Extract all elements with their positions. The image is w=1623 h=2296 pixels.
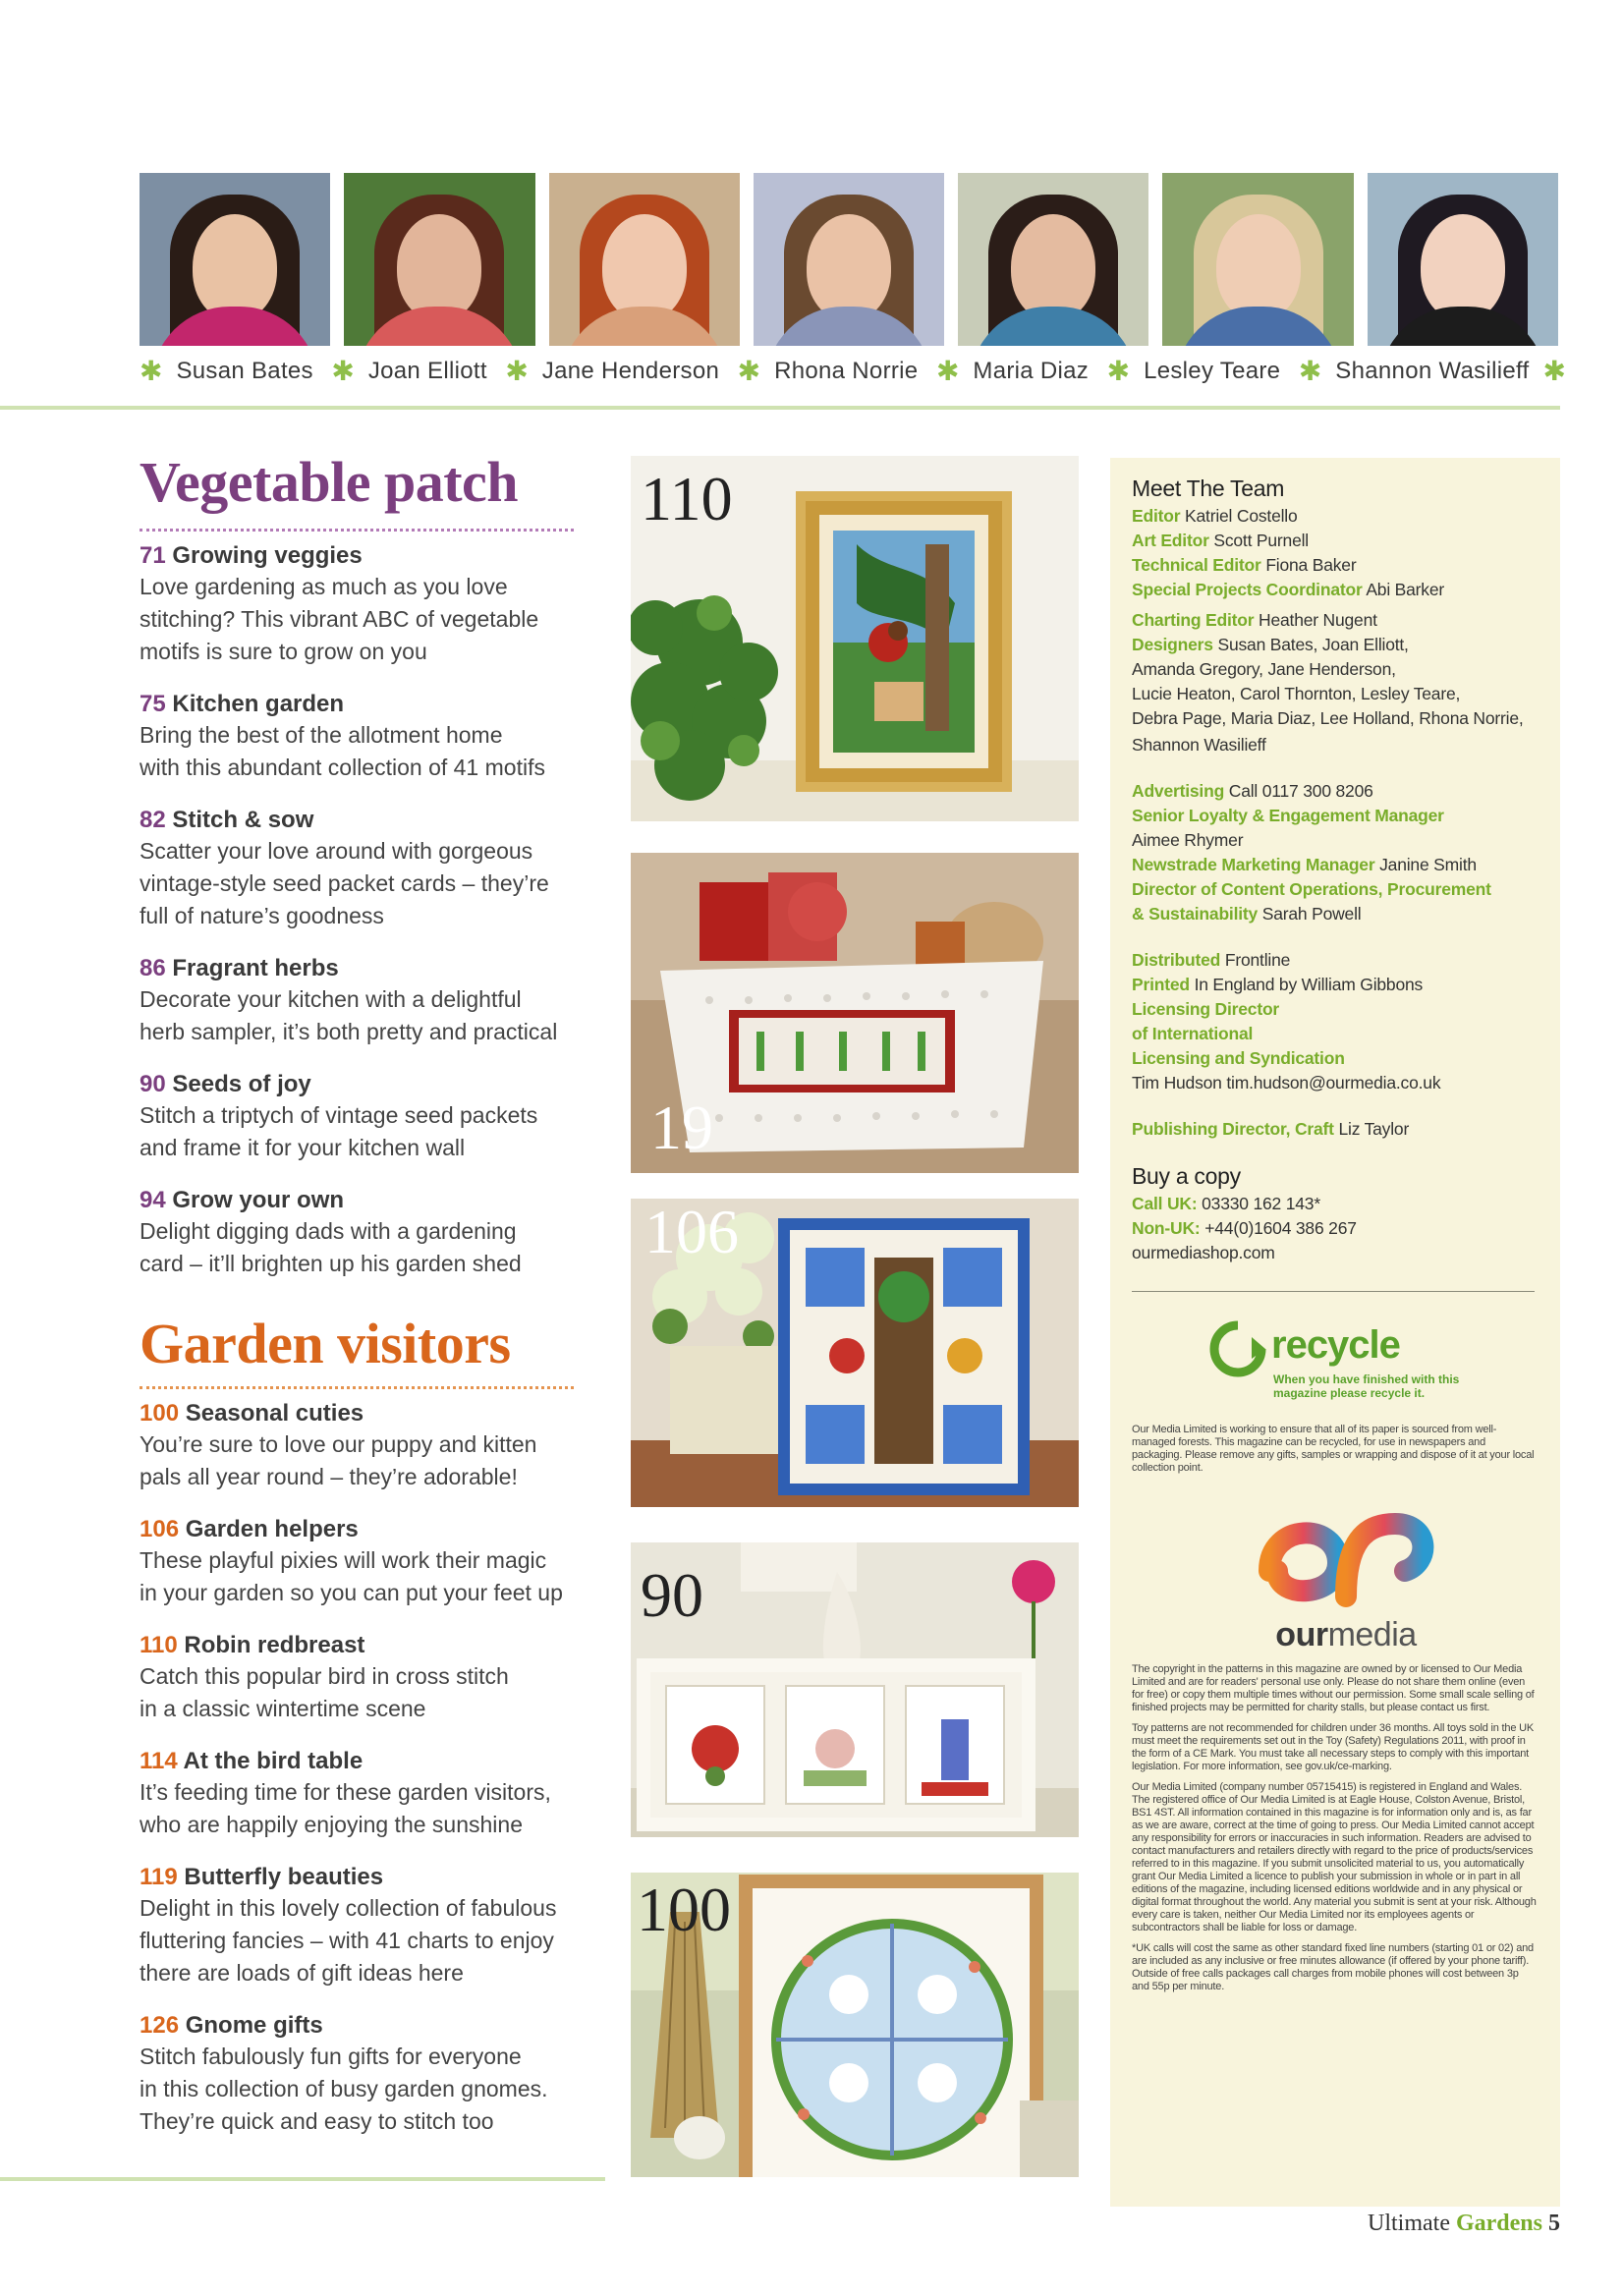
contents-entry[interactable]	[140, 690, 582, 784]
credit-line	[1132, 853, 1539, 877]
contents-entry[interactable]	[140, 1631, 582, 1725]
credit-label: Call UK:	[1132, 1194, 1198, 1213]
desc-line: fluttering fancies – with 41 charts to enjoy	[140, 1928, 554, 1953]
desc-line: herb sampler, it’s both pretty and practical	[140, 1019, 558, 1044]
desc-line: vintage-style seed packet cards – they’re	[140, 870, 549, 896]
wordmark-bold: our	[1275, 1616, 1328, 1653]
credit-label: Licensing Director	[1132, 999, 1280, 1019]
entry-title: Robin redbreast	[184, 1632, 365, 1658]
credit-line	[1132, 902, 1539, 926]
contents-entry[interactable]	[140, 954, 582, 1048]
entry-page-number: 75	[140, 691, 166, 717]
entry-title: At the bird table	[183, 1748, 364, 1774]
entry-title: Fragrant herbs	[172, 955, 339, 981]
designers-strip	[140, 173, 1566, 387]
entry-description	[140, 983, 582, 1048]
entry-heading	[140, 954, 582, 983]
credit-label: Senior Loyalty & Engagement Manager	[1132, 806, 1444, 825]
ourmedia-mark	[1248, 1502, 1444, 1616]
picture-watering-can-frame[interactable]	[631, 1199, 1079, 1507]
credit-label: Editor	[1132, 506, 1181, 526]
recycle-subline: When you have finished with this magazine please recycle it.	[1273, 1372, 1460, 1400]
ourmedia-logo	[1248, 1502, 1444, 1653]
credit-label: of International	[1132, 1024, 1254, 1043]
contents-entry[interactable]	[140, 1747, 582, 1841]
desc-line: stitching? This vibrant ABC of vegetable	[140, 606, 539, 632]
contents-entry[interactable]	[140, 1863, 582, 1989]
designer-name: Lesley Teare	[1144, 358, 1281, 384]
entry-description	[140, 1215, 582, 1280]
divider	[1132, 1291, 1535, 1292]
credit-line	[1132, 948, 1539, 973]
section-title-vegetable-patch: Vegetable patch	[140, 450, 519, 514]
designer-name-item	[140, 355, 313, 387]
picture-page-number: 106	[644, 1199, 739, 1266]
desc-line: Stitch a triptych of vintage seed packets	[140, 1102, 538, 1128]
folio-title-1: Ultimate	[1368, 2211, 1450, 2236]
entry-page-number: 71	[140, 542, 166, 569]
picture-katy-basket[interactable]	[631, 853, 1079, 1173]
entry-description	[140, 1428, 582, 1493]
desc-line: Love gardening as much as you love	[140, 574, 508, 599]
entry-description	[140, 1660, 582, 1725]
designer-name: Susan Bates	[176, 358, 313, 384]
meet-the-team-title: Meet The Team	[1132, 476, 1285, 501]
legal-paragraph: Toy patterns are not recommended for children under 36 months. All toys sold in the UK must meet the requirements set out in the Toy (Safety) Regulations 2011, with proof in the form of a CE Mark. You must take all necessary steps to comply with this important legislation. For more information, see gov.uk/ce-marking.	[1132, 1722, 1534, 1772]
credit-line	[1132, 633, 1539, 657]
desc-line: It’s feeding time for these garden visitors,	[140, 1779, 551, 1805]
picture-puppy-kitten-frame[interactable]	[631, 1873, 1079, 2177]
entry-description	[140, 1892, 582, 1989]
desc-line: motifs is sure to grow on you	[140, 639, 427, 664]
entry-heading	[140, 1747, 582, 1776]
entry-heading	[140, 690, 582, 719]
credit-value: Frontline	[1224, 950, 1291, 970]
entry-title: Garden helpers	[185, 1516, 359, 1542]
credit-label: & Sustainability	[1132, 904, 1259, 924]
entry-heading	[140, 806, 582, 835]
entry-title: Kitchen garden	[172, 691, 345, 717]
credit-line	[1132, 779, 1539, 804]
credit-label: Newstrade Marketing Manager	[1132, 855, 1375, 874]
desc-line: Delight digging dads with a gardening	[140, 1218, 517, 1244]
designer-name-item	[1298, 355, 1566, 387]
designer-photo-jane-henderson	[549, 173, 740, 346]
entry-description	[140, 1099, 582, 1164]
designer-name-item	[935, 355, 1090, 387]
desc-line: and frame it for your kitchen wall	[140, 1135, 466, 1160]
designer-name: Joan Elliott	[367, 358, 487, 384]
designer-name-item	[505, 355, 720, 387]
credit-line: Amanda Gregory, Jane Henderson,	[1132, 659, 1396, 679]
credit-label: Designers	[1132, 635, 1213, 654]
phone-number[interactable]: 03330 162 143*	[1202, 1194, 1320, 1213]
designer-name-item	[737, 355, 919, 387]
designer-name: Maria Diaz	[973, 358, 1090, 384]
shop-link[interactable]: ourmediashop.com	[1132, 1243, 1275, 1262]
page-number: 5	[1548, 2211, 1560, 2236]
credit-value: Fiona Baker	[1265, 555, 1357, 575]
dotted-divider	[140, 529, 574, 532]
entry-description	[140, 719, 582, 784]
entry-title: Stitch & sow	[172, 807, 314, 833]
dotted-divider	[140, 1386, 574, 1389]
recycle-word: recycle	[1271, 1323, 1400, 1367]
credit-line	[1132, 608, 1539, 633]
contents-entry[interactable]	[140, 1070, 582, 1164]
entry-heading	[140, 1515, 582, 1544]
credit-line	[1132, 1216, 1539, 1241]
desc-line: Bring the best of the allotment home	[140, 722, 503, 748]
section-title-garden-visitors: Garden visitors	[140, 1312, 511, 1375]
buy-a-copy-title: Buy a copy	[1132, 1163, 1241, 1189]
credit-label: Distributed	[1132, 950, 1221, 970]
credit-line	[1132, 973, 1539, 997]
picture-page-number: 100	[637, 1875, 731, 1944]
asterisk-icon: ✱	[331, 355, 355, 387]
designer-photo-rhona-norrie	[754, 173, 944, 346]
desc-line: there are loads of gift ideas here	[140, 1960, 464, 1986]
credit-value: Tim Hudson tim.hudson@ourmedia.co.uk	[1132, 1073, 1441, 1092]
credit-label: Publishing Director, Craft	[1132, 1119, 1334, 1139]
credit-label: Non-UK:	[1132, 1218, 1201, 1238]
credit-label: Art Editor	[1132, 531, 1209, 550]
entry-page-number: 110	[140, 1632, 178, 1658]
credit-value: In England by William Gibbons	[1194, 975, 1424, 994]
divider	[0, 2177, 605, 2181]
credit-line	[1132, 1117, 1539, 1142]
entry-heading	[140, 2011, 582, 2041]
asterisk-icon: ✱	[1106, 355, 1131, 387]
credit-value: Scott Purnell	[1213, 531, 1309, 550]
credit-line: Debra Page, Maria Diaz, Lee Holland, Rhona Norrie,	[1132, 708, 1524, 728]
credit-label: Director of Content Operations, Procurement	[1132, 879, 1491, 899]
desc-line: You’re sure to love our puppy and kitten	[140, 1431, 537, 1457]
designer-name: Rhona Norrie	[774, 358, 919, 384]
picture-seed-packets-frame[interactable]	[631, 1542, 1079, 1837]
entry-title: Seeds of joy	[172, 1071, 311, 1097]
legal-text	[1132, 1663, 1539, 1993]
entry-description	[140, 2041, 582, 2138]
folio-title-2: Gardens	[1455, 2211, 1542, 2236]
desc-line: Delight in this lovely collection of fabulous	[140, 1895, 557, 1921]
credit-value: Heather Nugent	[1259, 610, 1377, 630]
asterisk-icon: ✱	[737, 355, 761, 387]
designer-name-item	[331, 355, 487, 387]
asterisk-icon: ✱	[140, 355, 163, 387]
contents-entry[interactable]	[140, 1515, 582, 1609]
entry-page-number: 119	[140, 1864, 178, 1890]
picture-robin-frame[interactable]	[631, 456, 1079, 821]
entry-title: Grow your own	[172, 1187, 345, 1213]
divider	[0, 406, 1560, 410]
designer-photo-joan-elliott	[344, 173, 534, 346]
entry-page-number: 114	[140, 1748, 178, 1774]
credit-line	[1132, 504, 1539, 529]
entry-title: Seasonal cuties	[185, 1400, 364, 1427]
picture-page-number: 19	[650, 1092, 713, 1162]
entry-page-number: 86	[140, 955, 166, 981]
credit-line: Lucie Heaton, Carol Thornton, Lesley Teare,	[1132, 684, 1461, 703]
entry-page-number: 94	[140, 1187, 166, 1213]
desc-line: in your garden so you can put your feet up	[140, 1580, 563, 1605]
paper-sourcing-note: Our Media Limited is working to ensure that all of its paper is sourced from well-managed forests. This magazine can be recycled, for use in newspapers and packaging. Please remove any gifts, samples or wrapping and dispose of it at your local collection point.	[1132, 1424, 1535, 1474]
entry-description	[140, 1544, 582, 1609]
entry-description	[140, 1776, 582, 1841]
picture-page-number: 110	[641, 464, 733, 533]
desc-line: They’re quick and easy to stitch too	[140, 2108, 494, 2134]
entry-description	[140, 835, 582, 932]
contents-entry[interactable]	[140, 541, 582, 668]
credit-line	[1132, 529, 1539, 553]
designer-photo-shannon-wasilieff	[1368, 173, 1558, 346]
credit-value: Susan Bates, Joan Elliott,	[1217, 635, 1409, 654]
designer-photo-maria-diaz	[958, 173, 1148, 346]
entry-heading	[140, 1631, 582, 1660]
entry-description	[140, 571, 582, 668]
ourmedia-wordmark	[1248, 1616, 1444, 1654]
desc-line: who are happily enjoying the sunshine	[140, 1812, 523, 1837]
phone-number[interactable]: +44(0)1604 386 267	[1204, 1218, 1357, 1238]
designer-name: Jane Henderson	[541, 358, 720, 384]
designer-photo-lesley-teare	[1162, 173, 1353, 346]
wordmark-light: media	[1327, 1616, 1417, 1653]
desc-line: card – it’ll brighten up his garden shed	[140, 1251, 522, 1276]
entry-heading	[140, 1186, 582, 1215]
desc-line: These playful pixies will work their magic	[140, 1547, 547, 1573]
credit-value: Sarah Powell	[1261, 904, 1362, 924]
credit-label: Technical Editor	[1132, 555, 1261, 575]
picture-page-number: 90	[641, 1560, 703, 1630]
entry-title: Butterfly beauties	[184, 1864, 384, 1890]
credit-line	[1132, 553, 1539, 578]
credit-value: Abi Barker	[1366, 580, 1445, 599]
credit-value: Call 0117 300 8206	[1228, 781, 1373, 801]
legal-paragraph: *UK calls will cost the same as other standard fixed line numbers (starting 01 or 02) and are included as any inclusive or free minutes allowance (if offered by your phone tariff). Outside of free calls packages call charges from mobile phones will cost between 3p and 55p per minute.	[1132, 1942, 1534, 1992]
credit-value: Liz Taylor	[1338, 1119, 1410, 1139]
entry-heading	[140, 541, 582, 571]
credit-label: Special Projects Coordinator	[1132, 580, 1363, 599]
entry-title: Gnome gifts	[185, 2012, 323, 2039]
desc-line: pals all year round – they’re adorable!	[140, 1464, 518, 1489]
credit-label: Charting Editor	[1132, 610, 1255, 630]
entry-page-number: 126	[140, 2012, 180, 2039]
designer-photos	[140, 173, 1558, 346]
asterisk-icon: ✱	[1298, 355, 1322, 387]
entry-heading	[140, 1399, 582, 1428]
entry-page-number: 90	[140, 1071, 166, 1097]
contents-entry[interactable]	[140, 2011, 582, 2138]
entry-title: Growing veggies	[172, 542, 363, 569]
entry-page-number: 100	[140, 1400, 180, 1427]
credit-line: Shannon Wasilieff	[1132, 735, 1266, 755]
designer-name: Shannon Wasilieff	[1335, 358, 1530, 384]
garden-visitors-section	[140, 1312, 582, 2138]
desc-line: with this abundant collection of 41 motifs	[140, 755, 545, 780]
staff-sidebar	[1110, 458, 1560, 2207]
contents-list	[140, 450, 582, 2159]
contents-entry[interactable]	[140, 806, 582, 932]
credit-value: Janine Smith	[1379, 855, 1477, 874]
entry-page-number: 82	[140, 807, 166, 833]
entry-heading	[140, 1863, 582, 1892]
desc-line: full of nature’s goodness	[140, 903, 384, 928]
asterisk-icon: ✱	[505, 355, 529, 387]
recycle-icon	[1208, 1319, 1267, 1378]
page-folio	[1368, 2211, 1560, 2237]
desc-line: Catch this popular bird in cross stitch	[140, 1663, 509, 1689]
desc-line: in a classic wintertime scene	[140, 1696, 426, 1721]
designer-photo-susan-bates	[140, 173, 330, 346]
credit-label: Advertising	[1132, 781, 1225, 801]
contents-entry[interactable]	[140, 1186, 582, 1280]
designer-name-item	[1106, 355, 1281, 387]
credit-value: Aimee Rhymer	[1132, 830, 1244, 850]
asterisk-icon: ✱	[1542, 355, 1566, 387]
credit-line	[1132, 1192, 1539, 1216]
desc-line: Stitch fabulously fun gifts for everyone	[140, 2044, 522, 2069]
designer-names	[140, 355, 1566, 387]
entry-page-number: 106	[140, 1516, 180, 1542]
credit-label: Licensing and Syndication	[1132, 1048, 1345, 1068]
legal-paragraph: Our Media Limited (company number 05715415) is registered in England and Wales. The registered office of Our Media Limited is at Eagle House, Colston Avenue, Bristol, BS1 4ST. All information contained in this magazine is for information only and is, as far as we are aware, correct at the time of going to press. Our Media Limited cannot accept any responsibility for errors or inaccuracies in such information. Readers are advised to contact manufacturers and retailers directly with regard to the price of products/services referred to in this magazine. If you submit unsolicited material to us, you automatically grant Our Media Limited a licence to publish your submission in whole or in part in all editions of the magazine, including licensed editions worldwide and in any physical or digital format throughout the world. Any material you submit is sent at your risk. Although every care is taken, neither Our Media Limited nor its employees agents or subcontractors shall be liable for loss or damage.	[1132, 1781, 1537, 1933]
credit-label: Printed	[1132, 975, 1190, 994]
legal-paragraph: The copyright in the patterns in this magazine are owned by or licensed to Our Media Limited and are for readers' personal use only. Please do not share them online (even for free) or copy them multiple times without our permission. Some small scale selling of finished projects may be permitted for charity stalls, but please contact us first.	[1132, 1663, 1535, 1713]
entry-heading	[140, 1070, 582, 1099]
recycle-logo	[1208, 1316, 1539, 1410]
desc-line: Scatter your love around with gorgeous	[140, 838, 533, 864]
contents-entry[interactable]	[140, 1399, 582, 1493]
credit-value: Katriel Costello	[1185, 506, 1298, 526]
credit-line	[1132, 578, 1539, 602]
desc-line: Decorate your kitchen with a delightful	[140, 986, 522, 1012]
asterisk-icon: ✱	[935, 355, 960, 387]
desc-line: in this collection of busy garden gnomes.	[140, 2076, 548, 2101]
